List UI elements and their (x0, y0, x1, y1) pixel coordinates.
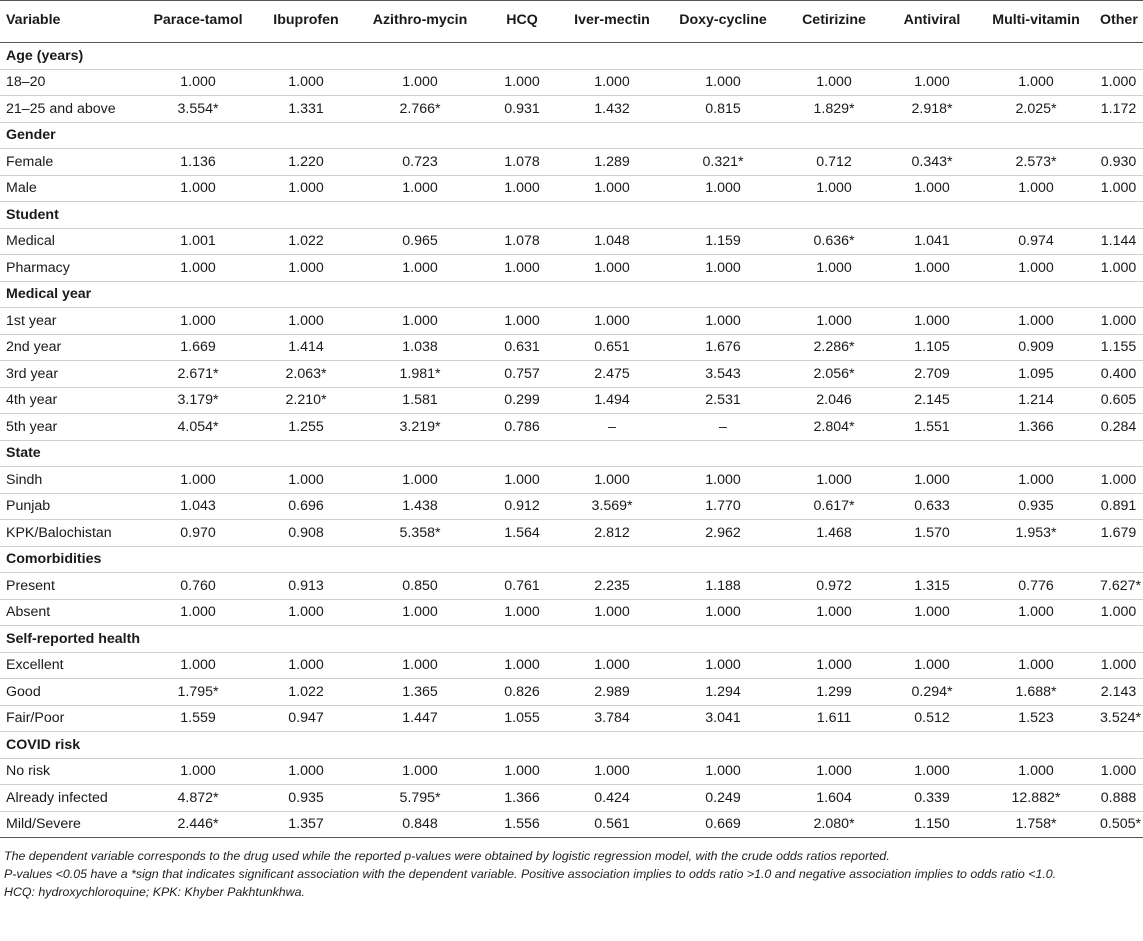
section-header-row (0, 281, 1143, 308)
odds-ratio-cell: 1.000 (560, 255, 664, 282)
row-label: Good (0, 679, 140, 706)
odds-ratio-cell: 1.953* (978, 520, 1094, 547)
table-row (0, 175, 1143, 202)
odds-ratio-cell: 1.000 (484, 69, 560, 96)
odds-ratio-cell: 1.570 (886, 520, 978, 547)
odds-ratio-cell: 0.343* (886, 149, 978, 176)
odds-ratio-cell: 0.930 (1094, 149, 1143, 176)
odds-ratio-cell: 0.965 (356, 228, 484, 255)
odds-ratio-cell: 0.826 (484, 679, 560, 706)
odds-ratio-cell: 1.000 (664, 69, 782, 96)
odds-ratio-cell: 1.000 (484, 599, 560, 626)
odds-ratio-cell: 1.000 (356, 255, 484, 282)
odds-ratio-cell: 1.000 (484, 652, 560, 679)
odds-ratio-cell: 2.080* (782, 811, 886, 838)
odds-ratio-cell: 2.989 (560, 679, 664, 706)
odds-ratio-cell: 1.000 (140, 758, 256, 785)
odds-ratio-cell: 1.829* (782, 96, 886, 123)
odds-ratio-cell: 2.056* (782, 361, 886, 388)
row-label: Present (0, 573, 140, 600)
odds-ratio-cell: 3.524* (1094, 705, 1143, 732)
odds-ratio-cell: 0.631 (484, 334, 560, 361)
odds-ratio-cell: 12.882* (978, 785, 1094, 812)
odds-ratio-cell: 1.000 (484, 758, 560, 785)
odds-ratio-cell: 1.000 (978, 652, 1094, 679)
odds-ratio-cell: 1.669 (140, 334, 256, 361)
odds-ratio-cell: 1.000 (664, 175, 782, 202)
odds-ratio-cell: 0.512 (886, 705, 978, 732)
footnote: HCQ: hydroxychloroquine; KPK: Khyber Pakhtunkhwa. (4, 885, 305, 899)
odds-ratio-cell: 0.947 (256, 705, 356, 732)
odds-ratio-cell: 1.494 (560, 387, 664, 414)
odds-ratio-cell: 1.000 (484, 467, 560, 494)
row-label: 3rd year (0, 361, 140, 388)
odds-ratio-cell: 2.804* (782, 414, 886, 441)
odds-ratio-cell: 1.000 (664, 758, 782, 785)
odds-ratio-cell: 1.294 (664, 679, 782, 706)
table-row (0, 493, 1143, 520)
odds-ratio-cell: 1.041 (886, 228, 978, 255)
odds-ratio-cell: 1.447 (356, 705, 484, 732)
odds-ratio-cell: 1.366 (484, 785, 560, 812)
odds-ratio-cell: 0.321* (664, 149, 782, 176)
odds-ratio-cell: 1.365 (356, 679, 484, 706)
odds-ratio-cell: 1.136 (140, 149, 256, 176)
odds-ratio-cell: 1.000 (256, 758, 356, 785)
odds-ratio-cell: 1.188 (664, 573, 782, 600)
odds-ratio-cell: 0.651 (560, 334, 664, 361)
odds-ratio-cell: 2.962 (664, 520, 782, 547)
odds-ratio-cell: 1.000 (140, 467, 256, 494)
section-title: State (0, 440, 1143, 467)
table-row (0, 573, 1143, 600)
section-title: Self-reported health (0, 626, 1143, 653)
row-label: KPK/Balochistan (0, 520, 140, 547)
odds-ratio-cell: 1.000 (140, 652, 256, 679)
odds-ratio-cell: 1.000 (560, 175, 664, 202)
odds-ratio-cell: 0.505* (1094, 811, 1143, 838)
odds-ratio-cell: 1.000 (140, 599, 256, 626)
section-header-row (0, 43, 1143, 70)
row-label: Female (0, 149, 140, 176)
odds-ratio-cell: 0.935 (256, 785, 356, 812)
odds-ratio-cell: 1.679 (1094, 520, 1143, 547)
odds-ratio-cell: 1.000 (978, 255, 1094, 282)
odds-ratio-cell: 1.000 (140, 69, 256, 96)
odds-ratio-cell: 7.627* (1094, 573, 1143, 600)
odds-ratio-cell: 2.025* (978, 96, 1094, 123)
odds-ratio-cell: 1.000 (886, 599, 978, 626)
odds-ratio-cell: 1.000 (356, 467, 484, 494)
table-row (0, 96, 1143, 123)
odds-ratio-cell: 1.000 (886, 175, 978, 202)
table-row (0, 387, 1143, 414)
odds-ratio-cell: 0.757 (484, 361, 560, 388)
odds-ratio-cell: 1.556 (484, 811, 560, 838)
section-header-row (0, 626, 1143, 653)
odds-ratio-cell: 0.712 (782, 149, 886, 176)
odds-ratio-cell: 1.000 (484, 308, 560, 335)
odds-ratio-cell: 0.636* (782, 228, 886, 255)
odds-ratio-cell: 1.000 (356, 599, 484, 626)
odds-ratio-cell: 3.179* (140, 387, 256, 414)
odds-ratio-cell: 1.331 (256, 96, 356, 123)
odds-ratio-cell: 1.001 (140, 228, 256, 255)
odds-ratio-cell: 1.000 (886, 255, 978, 282)
odds-ratio-cell: 1.000 (886, 308, 978, 335)
odds-ratio-cell: 3.041 (664, 705, 782, 732)
odds-ratio-cell: 1.432 (560, 96, 664, 123)
row-label: Already infected (0, 785, 140, 812)
odds-ratio-cell: 1.000 (886, 758, 978, 785)
odds-ratio-cell: 0.850 (356, 573, 484, 600)
odds-ratio-cell: 0.913 (256, 573, 356, 600)
odds-ratio-cell: 1.000 (560, 599, 664, 626)
section-title: COVID risk (0, 732, 1143, 759)
odds-ratio-cell: 1.000 (782, 758, 886, 785)
odds-ratio-cell: 1.000 (1094, 467, 1143, 494)
column-header: Doxy-cycline (664, 1, 782, 43)
odds-ratio-cell: 0.284 (1094, 414, 1143, 441)
odds-ratio-cell: 1.000 (782, 308, 886, 335)
odds-ratio-cell: 1.000 (256, 308, 356, 335)
table-row (0, 758, 1143, 785)
row-label: Male (0, 175, 140, 202)
row-label: Sindh (0, 467, 140, 494)
row-label: Fair/Poor (0, 705, 140, 732)
odds-ratio-cell: 1.000 (560, 652, 664, 679)
odds-ratio-cell: 1.468 (782, 520, 886, 547)
odds-ratio-cell: 2.235 (560, 573, 664, 600)
odds-ratio-cell: 1.172 (1094, 96, 1143, 123)
odds-ratio-cell: 2.709 (886, 361, 978, 388)
odds-ratio-cell: 1.078 (484, 228, 560, 255)
column-header: Ibuprofen (256, 1, 356, 43)
odds-ratio-cell: 1.000 (1094, 69, 1143, 96)
table-row (0, 255, 1143, 282)
odds-ratio-cell: 1.559 (140, 705, 256, 732)
table-row (0, 705, 1143, 732)
odds-ratio-cell: 0.723 (356, 149, 484, 176)
table-row (0, 334, 1143, 361)
odds-ratio-cell: 0.424 (560, 785, 664, 812)
table-row (0, 652, 1143, 679)
odds-ratio-cell: 1.795* (140, 679, 256, 706)
odds-ratio-cell: 1.000 (560, 467, 664, 494)
odds-ratio-cell: 1.366 (978, 414, 1094, 441)
odds-ratio-cell: 1.000 (1094, 255, 1143, 282)
odds-ratio-cell: 1.000 (140, 308, 256, 335)
odds-ratio-cell: 1.438 (356, 493, 484, 520)
section-header-row (0, 732, 1143, 759)
odds-ratio-cell: 0.912 (484, 493, 560, 520)
odds-ratio-cell: – (664, 414, 782, 441)
odds-ratio-cell: 1.000 (356, 308, 484, 335)
odds-ratio-cell: 1.000 (978, 308, 1094, 335)
odds-ratio-cell: 1.000 (978, 467, 1094, 494)
row-label: Pharmacy (0, 255, 140, 282)
section-title: Gender (0, 122, 1143, 149)
odds-ratio-cell: 0.891 (1094, 493, 1143, 520)
section-title: Medical year (0, 281, 1143, 308)
odds-ratio-cell: 1.000 (1094, 175, 1143, 202)
section-header-row (0, 546, 1143, 573)
odds-ratio-cell: 1.299 (782, 679, 886, 706)
odds-ratio-cell: 1.000 (978, 69, 1094, 96)
odds-ratio-cell: 1.255 (256, 414, 356, 441)
odds-ratio-cell: 1.523 (978, 705, 1094, 732)
odds-ratio-cell: 1.604 (782, 785, 886, 812)
odds-ratio-cell: 0.815 (664, 96, 782, 123)
odds-ratio-cell: 1.000 (782, 599, 886, 626)
odds-ratio-cell: 2.145 (886, 387, 978, 414)
odds-ratio-cell: 2.210* (256, 387, 356, 414)
odds-ratio-cell: 1.000 (664, 467, 782, 494)
odds-ratio-cell: 1.220 (256, 149, 356, 176)
odds-ratio-cell: 1.038 (356, 334, 484, 361)
odds-ratio-cell: 1.000 (560, 758, 664, 785)
odds-ratio-cell: 1.000 (664, 308, 782, 335)
section-header-row (0, 122, 1143, 149)
odds-ratio-cell: 1.000 (978, 599, 1094, 626)
odds-ratio-cell: 3.219* (356, 414, 484, 441)
odds-ratio-cell: 1.000 (256, 652, 356, 679)
odds-ratio-cell: 4.054* (140, 414, 256, 441)
odds-ratio-cell: 1.000 (782, 255, 886, 282)
column-header: Azithro-mycin (356, 1, 484, 43)
odds-ratio-cell: 1.000 (664, 599, 782, 626)
odds-ratio-cell: 2.063* (256, 361, 356, 388)
odds-ratio-cell: 1.078 (484, 149, 560, 176)
odds-ratio-cell: 0.908 (256, 520, 356, 547)
odds-ratio-cell: 1.000 (1094, 308, 1143, 335)
odds-ratio-cell: 2.812 (560, 520, 664, 547)
row-label: Punjab (0, 493, 140, 520)
row-label: 4th year (0, 387, 140, 414)
section-title: Age (years) (0, 43, 1143, 70)
odds-ratio-cell: 2.446* (140, 811, 256, 838)
odds-ratio-cell: 1.000 (356, 652, 484, 679)
odds-ratio-cell: 1.581 (356, 387, 484, 414)
odds-ratio-cell: 1.000 (1094, 599, 1143, 626)
table-row (0, 520, 1143, 547)
odds-ratio-cell: 3.554* (140, 96, 256, 123)
section-header-row (0, 202, 1143, 229)
row-label: Excellent (0, 652, 140, 679)
odds-ratio-cell: 1.055 (484, 705, 560, 732)
odds-ratio-cell: 0.696 (256, 493, 356, 520)
odds-ratio-cell: 0.776 (978, 573, 1094, 600)
table-row (0, 785, 1143, 812)
odds-ratio-cell: 1.688* (978, 679, 1094, 706)
odds-ratio-cell: 1.000 (256, 69, 356, 96)
odds-ratio-cell: 1.000 (664, 652, 782, 679)
row-label: 18–20 (0, 69, 140, 96)
odds-ratio-cell: 1.414 (256, 334, 356, 361)
odds-ratio-cell: 0.561 (560, 811, 664, 838)
footnote: The dependent variable corresponds to the drug used while the reported p-values were obtained by logistic regression model, with the crude odds ratios reported. (4, 849, 890, 863)
table-row (0, 308, 1143, 335)
odds-ratio-cell: 0.339 (886, 785, 978, 812)
odds-ratio-cell: 1.357 (256, 811, 356, 838)
odds-ratio-cell: 2.918* (886, 96, 978, 123)
odds-ratio-cell: 0.974 (978, 228, 1094, 255)
odds-ratio-cell: 0.249 (664, 785, 782, 812)
odds-ratio-cell: 1.000 (782, 69, 886, 96)
column-header: Other (1094, 1, 1143, 43)
odds-ratio-cell: 0.760 (140, 573, 256, 600)
odds-ratio-cell: 2.286* (782, 334, 886, 361)
odds-ratio-cell: 1.551 (886, 414, 978, 441)
table-row (0, 467, 1143, 494)
odds-ratio-cell: 2.143 (1094, 679, 1143, 706)
odds-ratio-cell: – (560, 414, 664, 441)
odds-ratio-cell: 1.105 (886, 334, 978, 361)
section-title: Comorbidities (0, 546, 1143, 573)
odds-ratio-cell: 0.909 (978, 334, 1094, 361)
odds-ratio-cell: 2.766* (356, 96, 484, 123)
odds-ratio-cell: 1.000 (140, 255, 256, 282)
odds-ratio-cell: 1.000 (560, 308, 664, 335)
odds-ratio-cell: 1.000 (256, 255, 356, 282)
table-row (0, 228, 1143, 255)
column-header: Cetirizine (782, 1, 886, 43)
odds-ratio-cell: 2.573* (978, 149, 1094, 176)
table-row (0, 599, 1143, 626)
odds-ratio-cell: 1.159 (664, 228, 782, 255)
odds-ratio-cell: 1.150 (886, 811, 978, 838)
table-row (0, 69, 1143, 96)
odds-ratio-cell: 3.569* (560, 493, 664, 520)
row-label: Medical (0, 228, 140, 255)
odds-ratio-cell: 1.000 (484, 255, 560, 282)
odds-ratio-cell: 3.784 (560, 705, 664, 732)
table-row (0, 361, 1143, 388)
table-row (0, 679, 1143, 706)
odds-ratio-cell: 0.970 (140, 520, 256, 547)
odds-ratio-cell: 1.611 (782, 705, 886, 732)
odds-ratio-cell: 1.758* (978, 811, 1094, 838)
odds-ratio-cell: 1.676 (664, 334, 782, 361)
odds-ratio-cell: 1.000 (782, 175, 886, 202)
column-header: Parace-tamol (140, 1, 256, 43)
table-header-row (0, 1, 1143, 43)
odds-ratio-cell: 2.531 (664, 387, 782, 414)
odds-ratio-cell: 1.095 (978, 361, 1094, 388)
odds-ratio-cell: 5.358* (356, 520, 484, 547)
odds-ratio-cell: 0.935 (978, 493, 1094, 520)
odds-ratio-cell: 1.155 (1094, 334, 1143, 361)
odds-ratio-cell: 1.981* (356, 361, 484, 388)
odds-ratio-cell: 1.000 (256, 175, 356, 202)
section-title: Student (0, 202, 1143, 229)
odds-ratio-cell: 1.048 (560, 228, 664, 255)
odds-ratio-cell: 2.671* (140, 361, 256, 388)
odds-ratio-cell: 1.770 (664, 493, 782, 520)
odds-ratio-cell: 0.299 (484, 387, 560, 414)
odds-ratio-cell: 1.000 (140, 175, 256, 202)
odds-ratio-cell: 0.669 (664, 811, 782, 838)
odds-ratio-cell: 0.633 (886, 493, 978, 520)
odds-ratio-cell: 0.617* (782, 493, 886, 520)
row-label: 1st year (0, 308, 140, 335)
column-header: Antiviral (886, 1, 978, 43)
odds-ratio-cell: 1.000 (356, 758, 484, 785)
odds-ratio-cell: 0.972 (782, 573, 886, 600)
row-label: Mild/Severe (0, 811, 140, 838)
odds-ratio-cell: 3.543 (664, 361, 782, 388)
odds-ratio-cell: 1.000 (886, 467, 978, 494)
odds-ratio-cell: 5.795* (356, 785, 484, 812)
odds-ratio-cell: 1.000 (978, 175, 1094, 202)
table-body (0, 43, 1143, 838)
odds-ratio-cell: 1.000 (256, 599, 356, 626)
row-label: No risk (0, 758, 140, 785)
odds-ratio-cell: 1.000 (978, 758, 1094, 785)
section-header-row (0, 440, 1143, 467)
odds-ratio-cell: 1.000 (356, 175, 484, 202)
row-label: 5th year (0, 414, 140, 441)
row-label: Absent (0, 599, 140, 626)
odds-ratio-cell: 0.848 (356, 811, 484, 838)
odds-ratio-cell: 0.294* (886, 679, 978, 706)
column-header: Iver-mectin (560, 1, 664, 43)
odds-ratio-cell: 1.000 (886, 69, 978, 96)
odds-ratio-cell: 1.000 (356, 69, 484, 96)
odds-ratio-cell: 1.022 (256, 228, 356, 255)
odds-ratio-cell: 4.872* (140, 785, 256, 812)
odds-ratio-cell: 1.289 (560, 149, 664, 176)
odds-ratio-cell: 0.605 (1094, 387, 1143, 414)
odds-ratio-cell: 1.022 (256, 679, 356, 706)
odds-ratio-cell: 1.000 (1094, 758, 1143, 785)
odds-ratio-cell: 0.400 (1094, 361, 1143, 388)
odds-ratio-cell: 1.000 (782, 467, 886, 494)
column-header: HCQ (484, 1, 560, 43)
odds-ratio-cell: 1.043 (140, 493, 256, 520)
column-header-variable: Variable (0, 1, 140, 43)
odds-ratio-cell: 1.000 (560, 69, 664, 96)
odds-ratio-cell: 0.888 (1094, 785, 1143, 812)
odds-ratio-cell: 1.564 (484, 520, 560, 547)
table-row (0, 149, 1143, 176)
table-row (0, 811, 1143, 838)
odds-ratio-cell: 1.315 (886, 573, 978, 600)
odds-ratio-cell: 2.046 (782, 387, 886, 414)
table-row (0, 414, 1143, 441)
odds-ratio-cell: 1.214 (978, 387, 1094, 414)
odds-ratio-cell: 1.144 (1094, 228, 1143, 255)
footnote: P-values <0.05 have a *sign that indicates significant association with the dependent variable. Positive association implies to odds ratio >1.0 and negative association implies to odds ratio <1.0. (4, 867, 1057, 881)
odds-ratio-cell: 2.475 (560, 361, 664, 388)
odds-ratio-cell: 1.000 (256, 467, 356, 494)
row-label: 2nd year (0, 334, 140, 361)
odds-ratio-cell: 1.000 (664, 255, 782, 282)
odds-ratio-cell: 1.000 (782, 652, 886, 679)
column-header: Multi-vitamin (978, 1, 1094, 43)
odds-ratio-cell: 1.000 (1094, 652, 1143, 679)
odds-ratio-cell: 1.000 (886, 652, 978, 679)
table-footnotes (0, 838, 1143, 901)
odds-ratio-cell: 0.931 (484, 96, 560, 123)
odds-ratio-cell: 0.786 (484, 414, 560, 441)
row-label: 21–25 and above (0, 96, 140, 123)
odds-ratio-cell: 0.761 (484, 573, 560, 600)
odds-ratio-cell: 1.000 (484, 175, 560, 202)
